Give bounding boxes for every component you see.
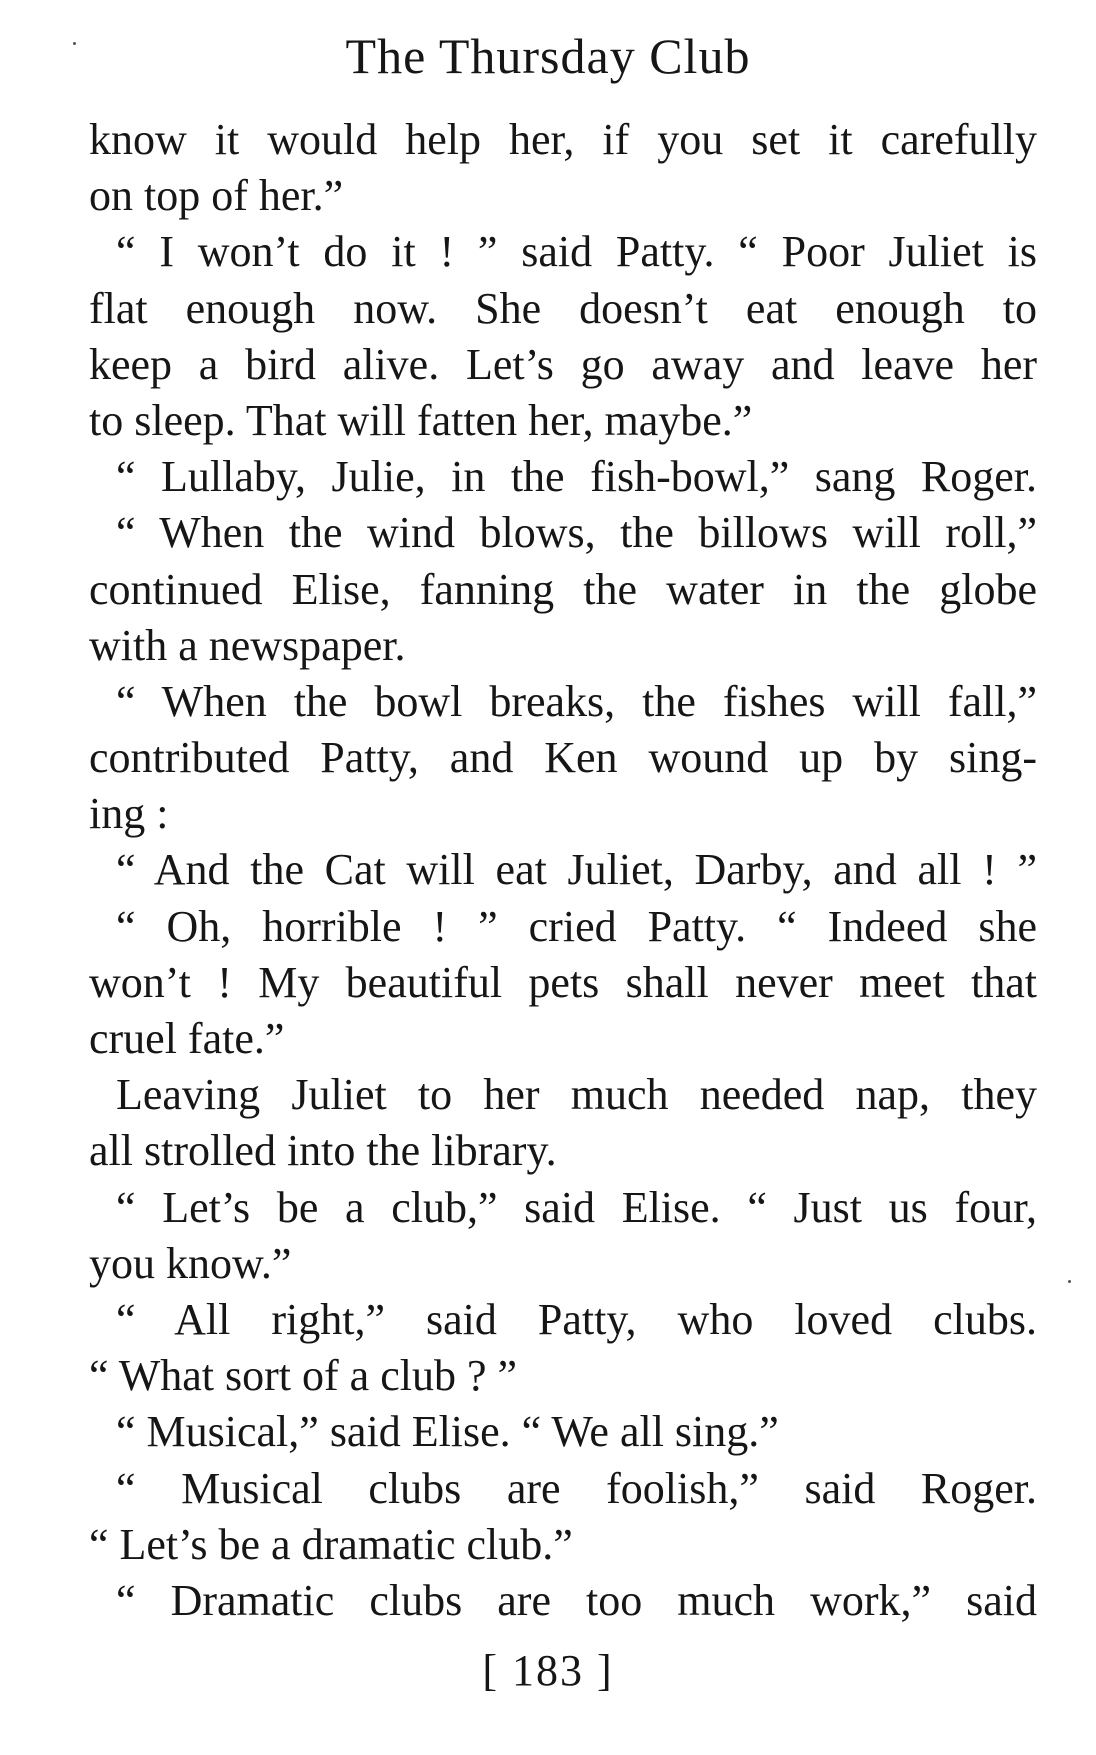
text-line: to sleep. That will fatten her, maybe.” <box>89 395 753 445</box>
text-line: “ All right,” said Patty, who loved clubs. <box>116 1294 1037 1344</box>
text-line: all strolled into the library. <box>89 1126 557 1176</box>
text-line: contributed Patty, and Ken wound up by sing- <box>89 733 1037 783</box>
text-line: Leaving Juliet to her much needed nap, they <box>116 1070 1037 1120</box>
text-line: “ Musical,” said Elise. “ We all sing.” <box>116 1407 779 1457</box>
text-line: “ Lullaby, Julie, in the fish-bowl,” sang Roger. <box>116 452 1037 502</box>
text-line: “ Dramatic clubs are too much work,” said <box>116 1575 1037 1625</box>
running-head-title: The Thursday Club <box>345 28 751 84</box>
text-line: ing : <box>89 789 169 839</box>
text-line: “ Oh, horrible ! ” cried Patty. “ Indeed she <box>116 901 1037 951</box>
text-line: know it would help her, if you set it carefully <box>89 115 1037 164</box>
text-line: “ Musical clubs are foolish,” said Roger. <box>116 1463 1037 1513</box>
text-line: “ Let’s be a dramatic club.” <box>89 1519 573 1569</box>
scan-speck <box>1068 1280 1071 1283</box>
text-line: continued Elise, fanning the water in the globe <box>89 564 1037 614</box>
text-line: “ What sort of a club ? ” <box>89 1351 518 1401</box>
text-line: with a newspaper. <box>89 620 406 670</box>
body-text <box>89 112 1037 1629</box>
page-number: [ 183 ] <box>482 1646 614 1695</box>
text-line: keep a bird alive. Let’s go away and leave her <box>89 339 1037 389</box>
text-line: flat enough now. She doesn’t eat enough to <box>89 283 1037 333</box>
scan-speck <box>73 42 76 45</box>
text-line: cruel fate.” <box>89 1014 285 1063</box>
text-line: “ Let’s be a club,” said Elise. “ Just us four, <box>116 1182 1037 1232</box>
text-line: on top of her.” <box>89 171 344 221</box>
text-line: “ And the Cat will eat Juliet, Darby, and all ! ” <box>116 845 1037 895</box>
text-line: “ When the wind blows, the billows will roll,” <box>116 508 1037 558</box>
text-line: you know.” <box>89 1238 292 1288</box>
text-line: “ When the bowl breaks, the fishes will fall,” <box>116 676 1037 726</box>
text-line: won’t ! My beautiful pets shall never meet that <box>89 957 1037 1007</box>
text-line: “ I won’t do it ! ” said Patty. “ Poor Juliet is <box>116 227 1037 277</box>
